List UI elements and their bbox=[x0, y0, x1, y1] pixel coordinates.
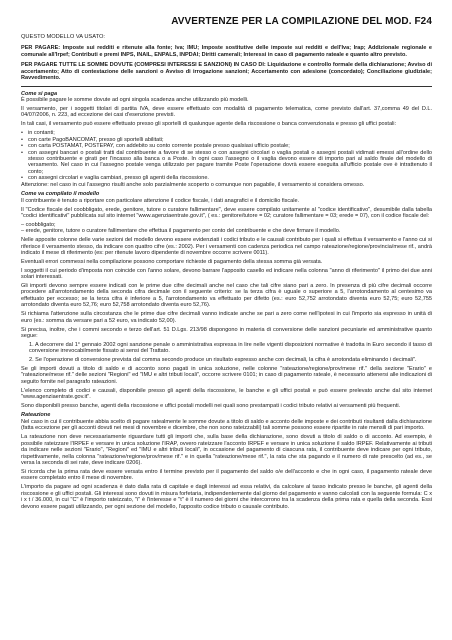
intro-text: QUESTO MODELLO VA USATO: bbox=[21, 34, 105, 40]
paragraph: Se gli importi dovuti a titolo di saldo e di acconto sono pagati in unica soluzione, nelle colonne "rateazione/regione/prov/mese rif." della sezione "Erario" e "rateazione/mese rif." delle sezioni "Regioni" ed "IMU e altri tributi locali", occorre scrivere 0101; in caso di pagamento rateale, è necessario attenersi alle indicazioni di seguito fornite nel paragrafo rateazioni. bbox=[21, 365, 432, 385]
paragraph: Il contribuente è tenuto a riportare con particolare attenzione il codice fiscale, i dati anagrafici e il domicilio fiscale. bbox=[21, 197, 300, 204]
paragraph: L'elenco completo di codici e causali, disponibile presso gli agenti della riscossione, le banche e gli uffici postali e può essere prelevato anche dal sito internet "www.agenziaentrate.gov.it". bbox=[21, 387, 432, 401]
lead-paragraph-pay bbox=[21, 45, 432, 58]
paragraph: Gli importi devono sempre essere indicati con le prime due cifre decimali anche nel caso che tali cifre siano pari a zero. In presenza di più cifre decimali occorre procedere all'arrotondamento della seconda cifra decimale con il seguente criterio: se la terza cifra è uguale o superiore a 5, l'arrotondamento al centesimo va effettuato per eccesso; se la terza cifra è inferiore a 5, l'arrotondamento va effettuato per difetto (es.: euro 52,752 arrotondato diventa euro 52,75; euro 52,755 arrotondato diventa euro 52,76; euro 52,758 arrotondato diventa euro 52,76). bbox=[21, 283, 432, 309]
paragraph: Si precisa, inoltre, che i commi secondo e terzo dell'art. 51 D.Lgs. 213/98 dispongono in materia di conversione delle sanzioni pecuniarie ed amministrative quanto segue: bbox=[21, 326, 432, 339]
paragraph: In tali casi, il versamento può essere effettuato presso gli sportelli di qualunque agente della riscossione o banca convenzionata e presso gli uffici postali: bbox=[21, 121, 397, 128]
list-item: – erede, genitore, tutore o curatore fallimentare che effettua il pagamento per conto del contribuente e che deve firmare il modello. bbox=[21, 228, 341, 235]
paragraph: Eventuali errori commessi nella compilazione possono comportare richieste di pagamento della stessa somma già versata. bbox=[21, 258, 323, 265]
divider bbox=[21, 86, 432, 87]
lead-paragraph-sums bbox=[21, 62, 432, 81]
paragraph: Si richiama l'attenzione sulla circostanza che le prime due cifre decimali vanno indicate anche se pari a zero come nell'ipotesi in cui l'importo sia espresso in unità di euro (es.: somma da versare pari a 52 euro, va indicato 52,00). bbox=[21, 311, 432, 324]
paragraph: Il versamento, per i soggetti titolari di partita IVA, deve essere effettuato con modalità di pagamento telematica, come previsto dall'art. 37,comma 49 del D.L. 04/07/2006, n. 223, ad eccezione dei casi d'esenzione previsti. bbox=[21, 106, 432, 119]
document-title: AVVERTENZE PER LA COMPILAZIONE DEL MOD. F24 bbox=[171, 16, 432, 27]
paragraph: È possibile pagare le somme dovute ad ogni singola scadenza anche utilizzando più modelli. bbox=[21, 97, 249, 104]
list-item: • con assegni bancari o postali tratti dal contribuente a favore di se stesso o con assegni circolari o vaglia postali o assegni postali vidimati emessi all'ordine dello stesso contribuente e girati per l'incasso alla banca o a Poste. In ogni caso l'assegno o il vaglia devono essere di importo pari al saldo finale del modello di versamento. Nel caso in cui l'assegno postale venga utilizzato per pagare tramite Poste l'operazione dovrà essere eseguita all'ufficio postale ove è intrattenuto il conto; bbox=[21, 150, 432, 176]
lead-sums-text: PER PAGARE TUTTE LE SOMME DOVUTE (COMPRESI INTERESSI E SANZIONI) IN CASO DI: Liquidazione e controllo formale della dichiarazione; Avviso di accertamento; Atto di contestazione delle sanzioni o Avviso di irrogazione sanzioni; Accertamento con adesione (concordato); Conciliazione giudiziale; Ravvedimento. bbox=[21, 62, 432, 82]
paragraph: L'importo da pagare ad ogni scadenza è dato dalla rata di capitale e dagli interessi ad essa relativi, da calcolare al tasso indicato presso le banche, gli agenti della riscossione e gli uffici postali. Gli interessi sono dovuti in misura forfetaria, indipendentemente dal giorno del pagamento e vanno calcolati con la seguente formula: C x i x t / 36.000, in cui "C" è l'importo rateizzato, "i" è l'interesse e "t" è il numero dei giorni che intercorrono tra la scadenza della prima rata e quella della seconda. Essi devono essere pagati utilizzando, per ogni sezione del modello, l'apposito codice tributo o causale contributo. bbox=[21, 484, 432, 510]
list-item: • in contanti; bbox=[21, 130, 432, 136]
paragraph: Il "Codice fiscale del coobbligato, erede, genitore, tutore o curatore fallimentare", deve essere compilato unitamente al "codice identificativo", desumibile dalla tabella "codici identificativi" pubblicata sul sito internet "www.agenziaentrate.gov.it", ( es.: genitore/tutore = 02; curatore fallimentare = 03; erede = 07), con il codice fiscale del: bbox=[21, 206, 432, 219]
lead-pay-text: PER PAGARE: Imposte sui redditi e ritenute alla fonte; Iva; IMU; Imposte sostitutive delle imposte sui redditi e dell'Iva; Irap; Addizionale regionale e comunale all'Irpef; Contributi e premi INPS, INAIL, ENPALS, INPDAI; Diritti camerali; Interessi in caso di pagamento rateale e quanto altro previsto. bbox=[21, 45, 432, 58]
section-heading-how-to-fill: Come va compilato il modello bbox=[21, 191, 100, 198]
attention-note: Attenzione: nel caso in cui l'assegno risulti anche solo parzialmente scoperto o comunque non pagabile, il versamento si considera omesso. bbox=[21, 181, 365, 188]
paragraph: I soggetti il cui periodo d'imposta non coincide con l'anno solare, devono barrare l'apposito casello ed indicare nella colonna "anno di riferimento" il primo dei due anni solari interessati. bbox=[21, 267, 432, 281]
section-heading-how-to-pay: Come si paga bbox=[21, 90, 58, 97]
paragraph: La rateazione non deve necessariamente riguardare tutti gli importi che, sulla base della dichiarazione, sono dovuti a titolo di saldo o di acconto. Ad esempio, è possibile rateizzare l'IRPEF e versare in unica soluzione l'IRAP, ovvero rateizzare l'acconto IRPEF e versare in unica soluzione il saldo IRPEF. Relativamente ai tributi da indicare nelle sezioni "Erario", "Regioni" ed "IMU e altri tributi locali", in occasione del pagamento di ciascuna rata, il contribuente deve indicare per ogni tributo, rispettivamente, nella colonna "rateazione/regione/prov/mese rif." e in quella "rateazione/mese rif.", la rata che sta pagando e il numero di rate prescelto (ad es., se versa la seconda di sei rate, deve indicare 0206). bbox=[21, 434, 432, 467]
list-item: – coobbligato; bbox=[21, 221, 56, 228]
list-item: • con assegni circolari e vaglia cambiari, presso gli agenti della riscossione. bbox=[21, 175, 432, 181]
list-item: • con carte PagoBANCOMAT, presso gli sportelli abilitati; bbox=[21, 137, 432, 143]
paragraph: Si ricorda che la prima rata deve essere versata entro il termine previsto per il pagamento del saldo o/e dell'acconto e che in ogni caso, il pagamento rateale deve essere completato entro il mese di novembre. bbox=[21, 468, 432, 482]
numbered-item: 2. Se l'operazione di conversione prevista dal comma secondo produce un risultato espresso anche con decimali, la cifra è arrotondata eliminando i decimali". bbox=[29, 357, 417, 364]
section-heading-installments: Rateazione bbox=[21, 412, 51, 419]
numbered-item: 1. A decorrere dal 1° gennaio 2002 ogni sanzione penale o amministrativa espressa in lire nelle vigenti disposizioni normative è tradotta in Euro secondo il tasso di conversione irrevocabilmente fissato ai sensi del Trattato. bbox=[29, 341, 432, 355]
paragraph: Nel caso in cui il contribuente abbia scelto di pagare ratealmente le somme dovute a titolo di saldo e acconto delle imposte e dei contributi risultanti dalla dichiarazione (fatta eccezione per gli acconti dovuti nei mesi di novembre e dicembre, che non sono rateizzabili) tali somme possono essere ripartite in rate mensili di pari importo. bbox=[21, 418, 432, 432]
paragraph: Nelle apposite colonne delle varie sezioni del modello devono essere evidenziati i codici tributo e le causali contributo per i quali si effettua il versamento e l'anno cui si riferisce il versamento stesso, da indicare con quattro cifre (es.: 2002). Per i versamenti con cadenza periodica nel campo rateazione/regione/provincia/mese rif., andrà indicato il mese di riferimento (es: per ritenute lavoro dipendente di novembre occorre scrivere 0011). bbox=[21, 237, 432, 257]
paragraph: Sono disponibili presso banche, agenti della riscossione e uffici postali modelli nei quali sono prestampati i codici tributo relativi ai versamenti più frequenti. bbox=[21, 403, 401, 409]
list-item: • con carta POSTAMAT, POSTEPAY, con addebito su conto corrente postale presso qualsiasi ufficio postale; bbox=[21, 143, 432, 149]
